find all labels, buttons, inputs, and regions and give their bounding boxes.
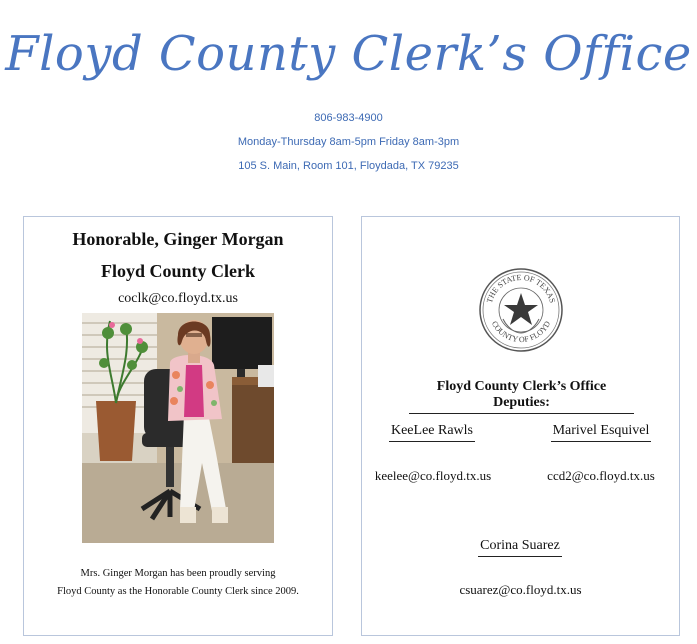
- deputy-name: Corina Suarez: [478, 538, 562, 557]
- deputy-name: Marivel Esquivel: [551, 423, 651, 442]
- page-title: Floyd County Clerk’s Office: [5, 26, 692, 82]
- deputy-email[interactable]: keelee@co.floyd.tx.us: [374, 468, 492, 483]
- office-hours: Monday-Thursday 8am-5pm Friday 8am-3pm: [237, 136, 460, 148]
- clerk-bio: [24, 565, 332, 601]
- clerk-photo: [82, 313, 274, 543]
- clerk-bio-line-2: Floyd County as the Honorable County Clerk since 2009.: [57, 586, 299, 597]
- office-address: 105 S. Main, Room 101, Floydada, TX 79235: [238, 160, 459, 172]
- clerk-panel: [23, 216, 333, 636]
- deputy-email[interactable]: ccd2@co.floyd.tx.us: [547, 468, 655, 483]
- office-phone: 806-983-4900: [314, 112, 383, 124]
- clerk-email[interactable]: coclk@co.floyd.tx.us: [118, 291, 238, 306]
- deputies-heading: Floyd County Clerk’s Office Deputies:: [409, 379, 634, 414]
- county-seal: [478, 267, 564, 353]
- clerk-title: Floyd County Clerk: [100, 261, 255, 281]
- deputy-name: KeeLee Rawls: [389, 423, 475, 442]
- seal-bottom-text: COUNTY OF FLOYD: [489, 319, 553, 345]
- seal-top-text: THE STATE OF TEXAS: [484, 272, 558, 305]
- deputies-panel: [361, 216, 680, 636]
- clerk-bio-line-1: Mrs. Ginger Morgan has been proudly serving: [80, 568, 276, 579]
- deputy-email[interactable]: csuarez@co.floyd.tx.us: [459, 582, 582, 597]
- clerk-name: Honorable, Ginger Morgan: [72, 229, 284, 249]
